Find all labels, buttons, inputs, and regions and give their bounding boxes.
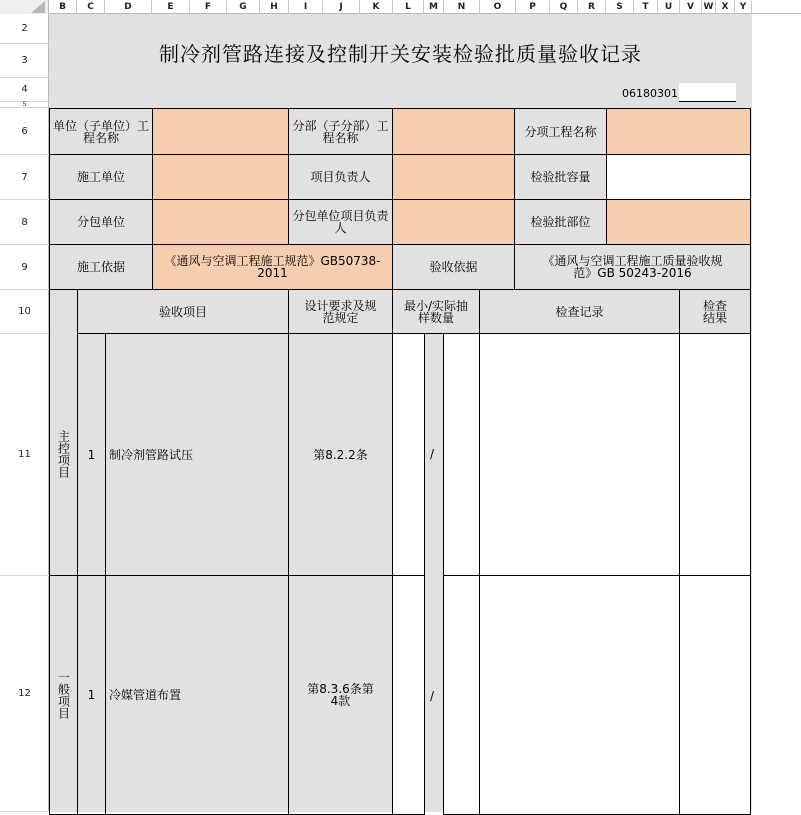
- row-header-10[interactable]: 10: [0, 290, 49, 334]
- general-item-name: 冷媒管道布置: [105, 575, 289, 815]
- construction-basis-value[interactable]: 《通风与空调工程施工规范》GB50738-2011: [152, 244, 393, 290]
- batch-capacity-label: 检验批容量: [514, 154, 607, 200]
- row-header-3[interactable]: 3: [0, 44, 49, 78]
- column-header-r[interactable]: R: [578, 0, 606, 14]
- main-item-spec: 第8.2.2条: [288, 333, 393, 576]
- form-title: 制冷剂管路连接及控制开关安装检验批质量验收记录: [159, 41, 642, 66]
- row-header-4[interactable]: 4: [0, 78, 49, 102]
- column-header-o[interactable]: O: [480, 0, 516, 14]
- row-header-2[interactable]: 2: [0, 14, 49, 44]
- general-item-result[interactable]: [679, 575, 751, 815]
- main-item-sample-actual[interactable]: [443, 333, 480, 576]
- general-item-sample-actual[interactable]: [443, 575, 480, 815]
- subcontract-unit-label: 分包单位: [49, 199, 153, 245]
- acceptance-basis-label: 验收依据: [392, 244, 515, 290]
- main-item-no: 1: [77, 333, 106, 576]
- form-code: 06180301: [622, 87, 678, 100]
- construction-unit-value[interactable]: [152, 154, 289, 200]
- column-header-v[interactable]: V: [680, 0, 702, 14]
- row-header-9[interactable]: 9: [0, 245, 49, 290]
- batch-capacity-value[interactable]: [606, 154, 751, 200]
- column-header-g[interactable]: G: [227, 0, 260, 14]
- main-item-sample: /: [429, 447, 435, 461]
- main-item-record[interactable]: [479, 333, 680, 576]
- row-header-12[interactable]: 12: [0, 576, 49, 812]
- construction-basis-label: 施工依据: [49, 244, 153, 290]
- column-header-e[interactable]: E: [152, 0, 190, 14]
- select-all-triangle-icon: [31, 1, 45, 13]
- project-manager-value[interactable]: [392, 154, 515, 200]
- main-items-group: [49, 333, 78, 576]
- general-items-group-label: 一般项目: [56, 671, 71, 719]
- header-sample: 最小/实际抽样数量: [392, 289, 480, 334]
- unit-label: 单位（子单位）工程名称: [49, 108, 153, 155]
- subcontract-unit-value[interactable]: [152, 199, 289, 245]
- column-header-h[interactable]: H: [260, 0, 289, 14]
- batch-location-label: 检验批部位: [514, 199, 607, 245]
- column-header-s[interactable]: S: [606, 0, 634, 14]
- row-header-11[interactable]: 11: [0, 334, 49, 576]
- project-manager-label: 项目负责人: [288, 154, 393, 200]
- main-items-group-label: 主控项目: [56, 430, 71, 478]
- column-header-i[interactable]: I: [289, 0, 323, 14]
- header-item: 验收项目: [77, 289, 289, 334]
- column-header-x[interactable]: X: [716, 0, 735, 14]
- main-item-name: 制冷剂管路试压: [105, 333, 289, 576]
- general-item-spec: 第8.3.6条第4款: [288, 575, 393, 815]
- sheet-right-margin: [752, 14, 801, 812]
- column-header-u[interactable]: U: [658, 0, 680, 14]
- column-header-y[interactable]: Y: [735, 0, 752, 14]
- column-header-d[interactable]: D: [105, 0, 152, 14]
- column-header-l[interactable]: L: [393, 0, 424, 14]
- column-header-w[interactable]: W: [702, 0, 716, 14]
- general-item-no: 1: [77, 575, 106, 815]
- batch-location-value[interactable]: [606, 199, 751, 245]
- form-code-input[interactable]: [679, 83, 736, 102]
- row-header-7[interactable]: 7: [0, 155, 49, 200]
- column-header-m[interactable]: M: [424, 0, 444, 14]
- subitem-value[interactable]: [606, 108, 751, 155]
- column-header-k[interactable]: K: [360, 0, 393, 14]
- column-header-f[interactable]: F: [190, 0, 227, 14]
- row-header-5[interactable]: 5: [0, 102, 49, 108]
- general-items-group: [49, 575, 78, 815]
- header-design: 设计要求及规范规定: [288, 289, 393, 334]
- subcontract-manager-label: 分包单位项目负责人: [288, 199, 393, 245]
- column-header-t[interactable]: T: [634, 0, 658, 14]
- acceptance-basis-value: 《通风与空调工程施工质量验收规范》GB 50243-2016: [514, 244, 751, 290]
- general-item-record[interactable]: [479, 575, 680, 815]
- subcontract-manager-value[interactable]: [392, 199, 515, 245]
- row-header-8[interactable]: 8: [0, 200, 49, 245]
- column-header-b[interactable]: B: [49, 0, 77, 14]
- division-value[interactable]: [392, 108, 515, 155]
- group-column-header: [49, 289, 78, 334]
- column-header-q[interactable]: Q: [550, 0, 578, 14]
- column-header-n[interactable]: N: [444, 0, 480, 14]
- construction-unit-label: 施工单位: [49, 154, 153, 200]
- header-record: 检查记录: [479, 289, 680, 334]
- division-label: 分部（子分部）工程名称: [288, 108, 393, 155]
- header-result: 检查结果: [679, 289, 751, 334]
- column-header-c[interactable]: C: [77, 0, 105, 14]
- column-header-p[interactable]: P: [516, 0, 550, 14]
- subitem-label: 分项工程名称: [514, 108, 607, 155]
- unit-value[interactable]: [152, 108, 289, 155]
- general-item-sample: /: [429, 689, 435, 703]
- main-item-result[interactable]: [679, 333, 751, 576]
- row-header-6[interactable]: 6: [0, 108, 49, 155]
- column-header-j[interactable]: J: [323, 0, 360, 14]
